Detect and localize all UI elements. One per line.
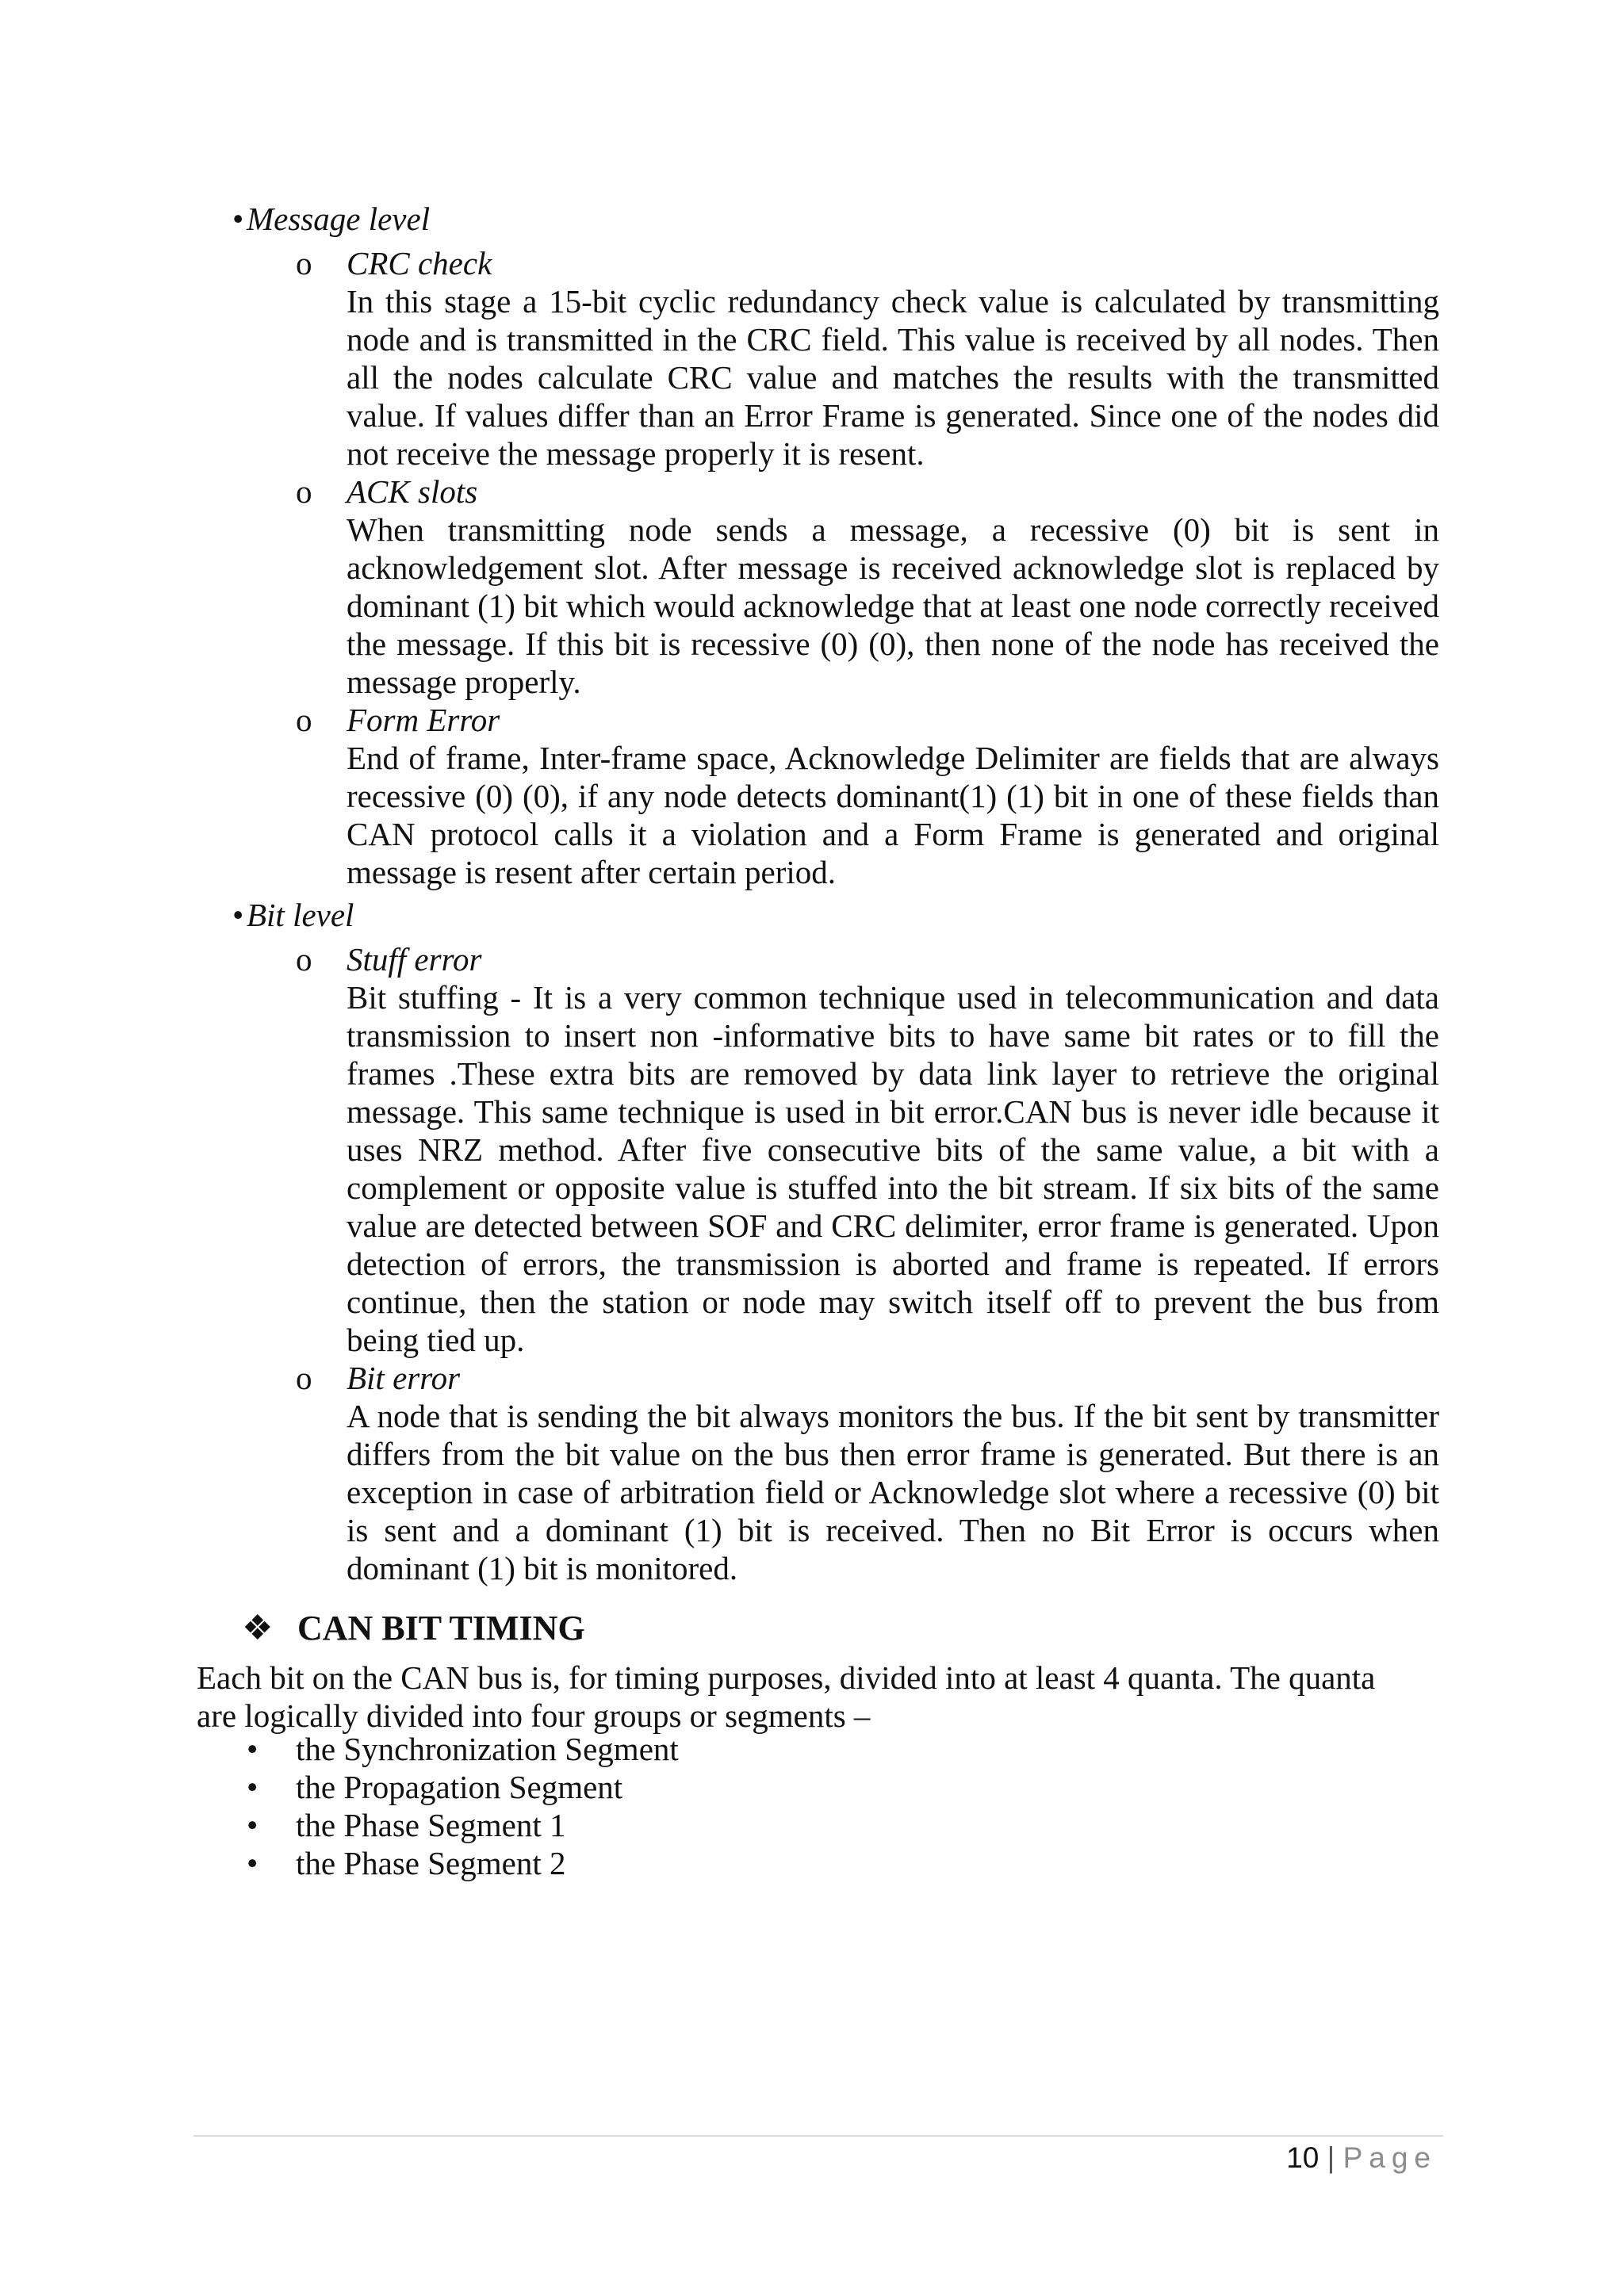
bit-level-title: Bit level bbox=[247, 897, 354, 933]
sub-bullet: o bbox=[296, 473, 312, 510]
sub-bullet: o bbox=[296, 245, 312, 281]
ack-slots-item bbox=[296, 473, 1439, 701]
bit-level-heading bbox=[232, 896, 354, 934]
footer-separator: | bbox=[1327, 2141, 1335, 2174]
section-title: CAN BIT TIMING bbox=[297, 1609, 585, 1647]
diamond-bullet-icon: ❖ bbox=[242, 1609, 274, 1647]
bit-error-title: Bit error bbox=[347, 1360, 461, 1396]
sub-bullet: o bbox=[296, 941, 312, 978]
sub-bullet: o bbox=[296, 1360, 312, 1396]
bullet: • bbox=[247, 1807, 259, 1843]
message-level-title: Message level bbox=[247, 201, 431, 237]
crc-check-item bbox=[296, 244, 1439, 473]
list-item: • the Synchronization Segment bbox=[247, 1731, 679, 1767]
bit-error-item bbox=[296, 1359, 1439, 1587]
list-item: • the Phase Segment 2 bbox=[247, 1845, 566, 1881]
list-item: • the Phase Segment 1 bbox=[247, 1807, 566, 1843]
crc-check-body: In this stage a 15-bit cyclic redundancy check value is calculated by transmitting node and is transmitted in the CRC field. This value is received by all nodes. Then all the nodes calculate CRC value and matches the results with the transmitted value. If values differ than an Error Frame is generated. Since one of the nodes did not receive the message properly it is resent. bbox=[347, 283, 1439, 472]
stuff-error-title: Stuff error bbox=[347, 941, 482, 978]
page-number: 10 bbox=[1286, 2141, 1320, 2174]
bullet: • bbox=[232, 201, 244, 237]
bullet: • bbox=[247, 1769, 259, 1805]
sub-bullet: o bbox=[296, 702, 312, 738]
stuff-error-item bbox=[296, 940, 1439, 1359]
section-intro: Each bit on the CAN bus is, for timing purposes, divided into at least 4 quanta. The quanta are logically divided into four groups or segments – bbox=[197, 1659, 1376, 1734]
form-error-title: Form Error bbox=[347, 702, 500, 738]
ack-slots-title: ACK slots bbox=[347, 473, 478, 510]
bullet: • bbox=[247, 1731, 259, 1767]
list-item: • the Propagation Segment bbox=[247, 1769, 623, 1805]
segments-list bbox=[247, 1730, 679, 1882]
form-error-item bbox=[296, 701, 1439, 891]
stuff-error-body: Bit stuffing - It is a very common technique used in telecommunication and data transmission to insert non -informative bits to have same bit rates or to fill the frames .These extra bits are removed by data link layer to retrieve the original message. This same technique is used in bit error.CAN bus is never idle because it uses NRZ method. After five consecutive bits of the same value, a bit with a complement or opposite value is stuffed into the bit stream. If six bits of the same value are detected between SOF and CRC delimiter, error frame is generated. Upon detection of errors, the transmission is aborted and frame is repeated. If errors continue, then the station or node may switch itself off to prevent the bus from being tied up. bbox=[347, 979, 1439, 1358]
section-heading bbox=[242, 1608, 585, 1649]
footer-divider bbox=[193, 2135, 1443, 2137]
bullet: • bbox=[232, 897, 244, 933]
page-label: Page bbox=[1342, 2141, 1437, 2174]
page-footer bbox=[1286, 2141, 1437, 2175]
crc-check-title: CRC check bbox=[347, 245, 492, 281]
message-level-heading bbox=[232, 200, 431, 238]
bullet: • bbox=[247, 1845, 259, 1881]
bit-error-body: A node that is sending the bit always monitors the bus. If the bit sent by transmitter differs from the bit value on the bus then error frame is generated. But there is an exception in case of arbitration field or Acknowledge slot where a recessive (0) bit is sent and a dominant (1) bit is received. Then no Bit Error is occurs when dominant (1) bit is monitored. bbox=[347, 1398, 1439, 1586]
form-error-body: End of frame, Inter-frame space, Acknowledge Delimiter are fields that are always recessive (0) (0), if any node detects dominant(1) (1) bit in one of these fields than CAN protocol calls it a violation and a Form Frame is generated and original message is resent after certain period. bbox=[347, 740, 1439, 890]
ack-slots-body: When transmitting node sends a message, a recessive (0) bit is sent in acknowledgement slot. After message is received acknowledge slot is replaced by dominant (1) bit which would acknowledge that at least one node correctly received the message. If this bit is recessive (0) (0), then none of the node has received the message properly. bbox=[347, 511, 1439, 700]
